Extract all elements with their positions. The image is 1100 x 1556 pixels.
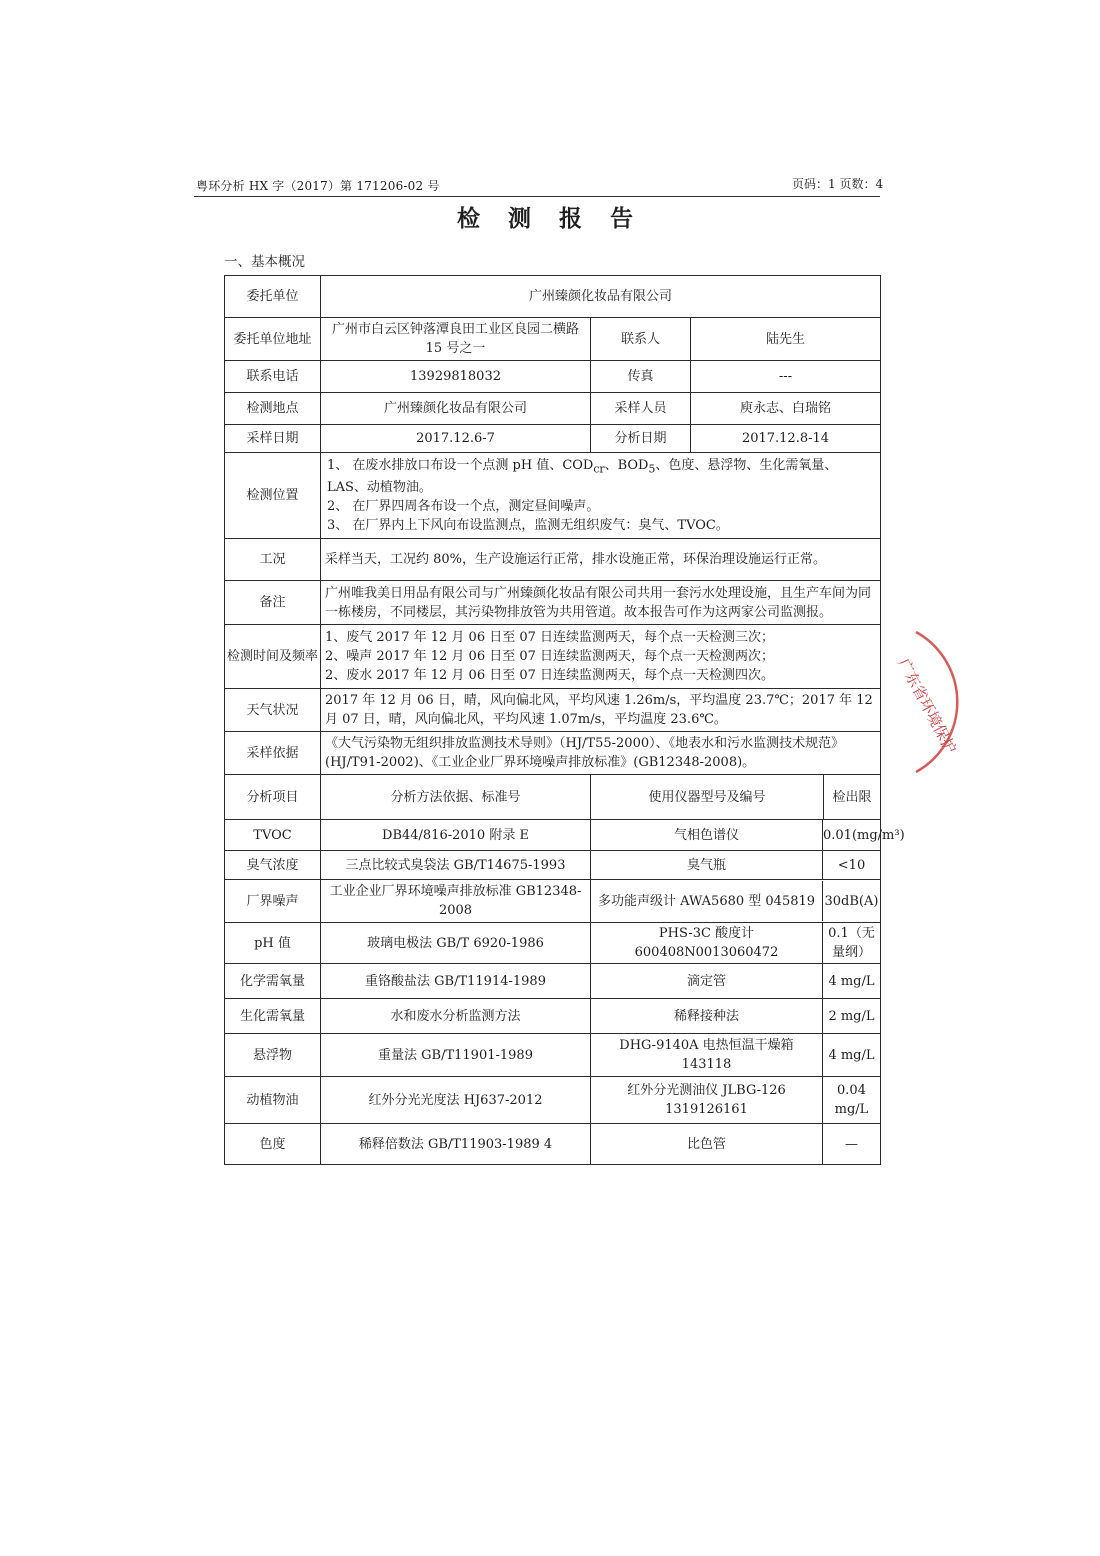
row-site — [225, 393, 881, 425]
fax-label: 传真 — [591, 361, 691, 393]
analysis-method: DB44/816-2010 附录 E — [321, 820, 591, 851]
basis-label: 采样依据 — [225, 732, 321, 775]
analysis-limit: 4 mg/L — [828, 1047, 875, 1063]
address-label: 委托单位地址 — [225, 318, 321, 361]
analysis-date-label: 分析日期 — [591, 425, 691, 453]
analysis-limit: 4 mg/L — [828, 973, 875, 989]
analysis-item: 动植物油 — [225, 1077, 321, 1124]
header-item: 分析项目 — [225, 775, 321, 820]
analysis-instrument-limit — [591, 923, 881, 964]
fax-value: --- — [691, 361, 881, 393]
row-address — [225, 318, 881, 361]
analysis-instrument-limit — [591, 851, 881, 880]
time-line-3: 2、废水 2017 年 12 月 06 日至 07 日连续监测两天，每个点一天检测四次。 — [325, 668, 775, 683]
phone-value: 13929818032 — [321, 361, 591, 393]
condition-value: 采样当天，工况约 80%，生产设施运行正常，排水设施正常，环保治理设施运行正常。 — [321, 539, 881, 581]
row-remark — [225, 581, 881, 625]
analysis-row — [225, 1124, 881, 1165]
analysis-item: 色度 — [225, 1124, 321, 1165]
analysis-limit: 2 mg/L — [828, 1008, 875, 1024]
analysis-instrument-limit — [591, 1124, 881, 1165]
analysis-limit: — — [845, 1136, 858, 1152]
document-title: 检 测 报 告 — [456, 205, 644, 232]
remark-value: 广州唯我美日用品有限公司与广州臻颜化妆品有限公司共用一套污水处理设施，且生产车间为同一栋楼房，不同楼层，其污染物排放管为共用管道。故本报告可作为这两家公司监测报。 — [321, 581, 881, 625]
page-info: 页码：1 页数：4 — [792, 177, 884, 191]
seal-text: 广东省环境保护 — [894, 655, 960, 757]
analysis-item: pH 值 — [225, 923, 321, 964]
analysis-instrument: DHG-9140A 电热恒温干燥箱 143118 — [591, 1034, 823, 1076]
analysis-instrument-limit — [591, 964, 881, 999]
weather-label: 天气状况 — [225, 689, 321, 732]
analysis-instrument: 滴定管 — [591, 964, 823, 998]
time-line-2: 2、噪声 2017 年 12 月 06 日至 07 日连续监测两天，每个点一天检测两次； — [325, 649, 775, 664]
condition-label: 工况 — [225, 539, 321, 581]
location-label: 检测位置 — [225, 453, 321, 539]
sample-date-label: 采样日期 — [225, 425, 321, 453]
analysis-instrument: 比色管 — [591, 1124, 823, 1164]
analysis-method: 重铬酸盐法 GB/T11914-1989 — [321, 964, 591, 999]
contact-label: 联系人 — [591, 318, 691, 361]
analysis-instrument: 红外分光测油仪 JLBG-126 1319126161 — [591, 1077, 823, 1123]
analysis-limit: <10 — [837, 857, 866, 873]
analysis-item: 生化需氧量 — [225, 999, 321, 1034]
row-client — [225, 276, 881, 318]
analysis-method: 重量法 GB/T11901-1989 — [321, 1034, 591, 1077]
analysis-instrument-limit — [591, 999, 881, 1034]
location-value — [321, 453, 881, 539]
analysis-instrument-limit — [591, 880, 881, 923]
analysis-row — [225, 851, 881, 880]
analysis-method: 玻璃电极法 GB/T 6920-1986 — [321, 923, 591, 964]
analysis-limit: 0.1（无量纲） — [828, 926, 875, 960]
row-condition — [225, 539, 881, 581]
report-table — [224, 275, 905, 1165]
analysis-instrument: 多功能声级计 AWA5680 型 045819 — [591, 881, 823, 921]
client-label: 委托单位 — [225, 276, 321, 318]
analysis-row — [225, 1034, 881, 1077]
analysis-row — [225, 964, 881, 999]
header-instrument-limit — [591, 775, 881, 820]
analysis-item: TVOC — [225, 820, 321, 851]
contact-value: 陆先生 — [691, 318, 881, 361]
row-dates — [225, 425, 881, 453]
analysis-instrument: 臭气瓶 — [591, 851, 823, 879]
analysis-rows — [225, 820, 905, 1165]
location-line-1: 1、 在废水排放口布设一个点测 pH 值、$COD_{cr}$、$BOD_5$、色度、悬浮物、生化需氧量、LAS、动植物油。 — [327, 457, 838, 496]
phone-label: 联系电话 — [225, 361, 321, 393]
header-method: 分析方法依据、标准号 — [321, 775, 591, 820]
report-number: 粤环分析 HX 字（2017）第 171206-02 号 — [196, 179, 440, 193]
row-time — [225, 625, 881, 689]
row-weather — [225, 689, 881, 732]
location-line-3: 3、 在厂界内上下风向布设监测点，监测无组织废气：臭气、TVOC。 — [327, 518, 729, 534]
section-title: 一、基本概况 — [224, 254, 305, 270]
analysis-instrument-limit — [591, 1077, 881, 1124]
header-limit: 检出限 — [832, 789, 872, 805]
time-line-1: 1、废气 2017 年 12 月 06 日至 07 日连续监测两天，每个点一天检测三次； — [325, 630, 775, 645]
analysis-header-row — [225, 775, 881, 820]
analysis-instrument: 稀释接种法 — [591, 999, 823, 1033]
time-value — [321, 625, 881, 689]
remark-label: 备注 — [225, 581, 321, 625]
analysis-item: 臭气浓度 — [225, 851, 321, 880]
analysis-row — [225, 1077, 881, 1124]
analysis-limit: 0.04 mg/L — [834, 1083, 869, 1117]
row-phone — [225, 361, 881, 393]
analysis-instrument-limit — [591, 820, 905, 851]
analysis-item: 悬浮物 — [225, 1034, 321, 1077]
analysis-row — [225, 820, 881, 851]
site-value: 广州臻颜化妆品有限公司 — [321, 393, 591, 425]
analysis-limit: 30dB(A) — [824, 893, 879, 909]
address-value: 广州市白云区钟落潭良田工业区良园二横路 15 号之一 — [321, 318, 591, 361]
sample-date-value: 2017.12.6-7 — [321, 425, 591, 453]
analysis-method: 水和废水分析监测方法 — [321, 999, 591, 1034]
analysis-item: 化学需氧量 — [225, 964, 321, 999]
header-divider — [194, 196, 880, 197]
analysis-instrument: 气相色谱仪 — [591, 820, 823, 850]
analysis-method: 工业企业厂界环境噪声排放标准 GB12348-2008 — [321, 880, 591, 923]
row-basis — [225, 732, 881, 775]
basis-value: 《大气污染物无组织排放监测技术导则》（HJ/T55-2000）、《地表水和污水监测技术规范》(HJ/T91-2002)、《工业企业厂界环境噪声排放标准》(GB12348-2008)。 — [321, 732, 881, 775]
header-instrument: 使用仪器型号及编号 — [591, 775, 824, 819]
analysis-date-value: 2017.12.8-14 — [691, 425, 881, 453]
site-label: 检测地点 — [225, 393, 321, 425]
analysis-row — [225, 880, 881, 923]
weather-value: 2017 年 12 月 06 日，晴，风向偏北风，平均风速 1.26m/s，平均温度 23.7℃；2017 年 12 月 07 日，晴，风向偏北风，平均风速 1.07m/s，平均温度 23.6℃。 — [321, 689, 881, 732]
time-label: 检测时间及频率 — [225, 625, 321, 689]
seal-stamp — [876, 622, 986, 782]
client-value: 广州臻颜化妆品有限公司 — [321, 276, 881, 318]
analysis-instrument: PHS-3C 酸度计 600408N0013060472 — [591, 923, 823, 963]
analysis-method: 稀释倍数法 GB/T11903-1989 4 — [321, 1124, 591, 1165]
analysis-row — [225, 923, 881, 964]
analysis-method: 三点比较式臭袋法 GB/T14675-1993 — [321, 851, 591, 880]
sampler-label: 采样人员 — [591, 393, 691, 425]
row-location — [225, 453, 881, 539]
location-line-2: 2、 在厂界四周各布设一个点，测定昼间噪声。 — [327, 499, 600, 515]
analysis-limit: 0.01(mg/m³) — [823, 827, 905, 843]
analysis-row — [225, 999, 881, 1034]
sampler-value: 庾永志、白瑞铭 — [691, 393, 881, 425]
analysis-instrument-limit — [591, 1034, 881, 1077]
analysis-item: 厂界噪声 — [225, 880, 321, 923]
analysis-method: 红外分光光度法 HJ637-2012 — [321, 1077, 591, 1124]
